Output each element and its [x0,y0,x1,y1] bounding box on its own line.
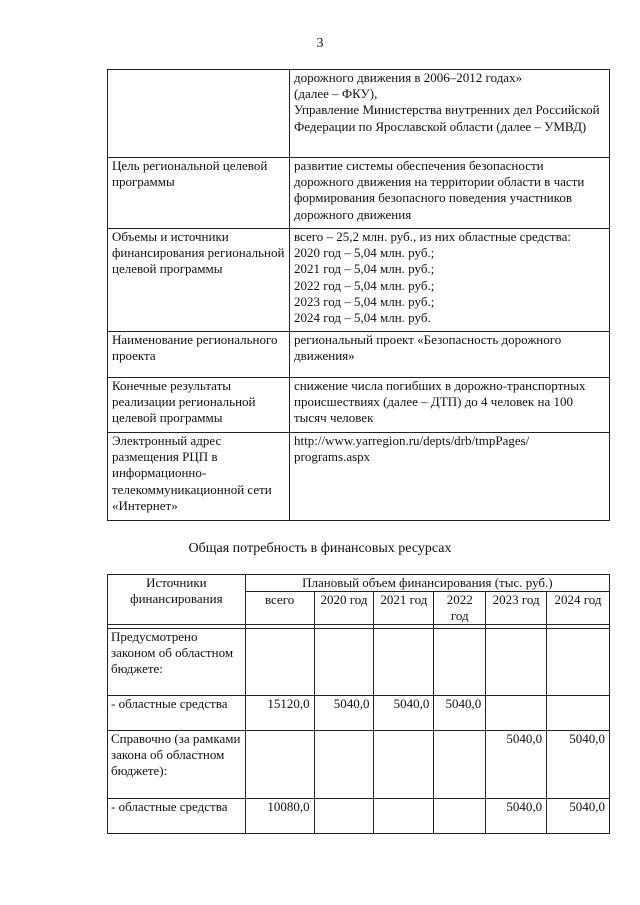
cell-2022: 5040,0 [434,696,486,731]
passport-value: http://www.yarregion.ru/depts/drb/tmpPages/ programs.aspx [290,433,610,521]
cell-2020 [314,629,374,696]
header-year: 2021 год [374,592,434,625]
cell-2021 [374,731,434,799]
cell-2021: 5040,0 [374,696,434,731]
row-label: Справочно (за рамками закона об областном бюджете): [108,731,246,799]
passport-value: региональный проект «Безопасность дорожного движения» [290,332,610,378]
table-row [108,799,610,834]
cell-total [245,731,314,799]
cell-2024 [547,629,610,696]
header-year: 2023 год [486,592,547,625]
table-row [108,229,610,332]
row-label: - областные средства [108,799,246,834]
cell-2022 [434,799,486,834]
passport-label: Объемы и источники финансирования региональной целевой программы [108,229,290,332]
page-number: 3 [316,36,324,51]
header-year: 2022 год [434,592,486,625]
header-year: 2020 год [314,592,374,625]
cell-2023 [486,696,547,731]
cell-2020 [314,731,374,799]
cell-2023 [486,629,547,696]
passport-value: дорожного движения в 2006–2012 годах» (далее – ФКУ), Управление Министерства внутренних дел Российской Федерации по Ярославской области (далее – УМВД) [290,70,610,158]
cell-2023: 5040,0 [486,799,547,834]
table-row [108,433,610,521]
passport-label: Цель региональной целевой программы [108,158,290,229]
header-total: всего [245,592,314,625]
cell-2021 [374,799,434,834]
cell-2020 [314,799,374,834]
passport-label: Конечные результаты реализации региональной целевой программы [108,378,290,433]
finance-table [107,574,610,834]
table-row [108,332,610,378]
row-label: Предусмотрено законом об областном бюджете: [108,629,246,696]
cell-2022 [434,731,486,799]
cell-2022 [434,629,486,696]
cell-2020: 5040,0 [314,696,374,731]
cell-2024 [547,696,610,731]
cell-total: 15120,0 [245,696,314,731]
cell-total: 10080,0 [245,799,314,834]
passport-label: Наименование регионального проекта [108,332,290,378]
table-row [108,158,610,229]
header-source: Источники финансирования [108,575,246,625]
cell-2024: 5040,0 [547,799,610,834]
passport-value: снижение числа погибших в дорожно-транспортных происшествиях (далее – ДТП) до 4 человек на 100 тысяч человек [290,378,610,433]
table-header-row [108,575,610,592]
finance-section-title: Общая потребность в финансовых ресурсах [188,541,452,556]
passport-value: развитие системы обеспечения безопасности дорожного движения на территории области в части формирования безопасного поведения участников дорожного движения [290,158,610,229]
table-row [108,696,610,731]
table-row [108,731,610,799]
table-row [108,629,610,696]
cell-2021 [374,629,434,696]
table-row [108,70,610,158]
header-plan: Плановый объем финансирования (тыс. руб.) [245,575,609,592]
row-label: - областные средства [108,696,246,731]
passport-value: всего – 25,2 млн. руб., из них областные средства: 2020 год – 5,04 млн. руб.; 2021 год – 5,04 млн. руб.; 2022 год – 5,04 млн. руб.; 2023 год – 5,04 млн. руб.; 2024 год – 5,04 млн. руб. [290,229,610,332]
table-row [108,378,610,433]
header-year: 2024 год [547,592,610,625]
passport-label [108,70,290,158]
passport-label: Электронный адрес размещения РЦП в информационно-телекоммуникационной сети «Интернет» [108,433,290,521]
cell-2024: 5040,0 [547,731,610,799]
program-passport-table [107,69,610,521]
cell-total [245,629,314,696]
cell-2023: 5040,0 [486,731,547,799]
